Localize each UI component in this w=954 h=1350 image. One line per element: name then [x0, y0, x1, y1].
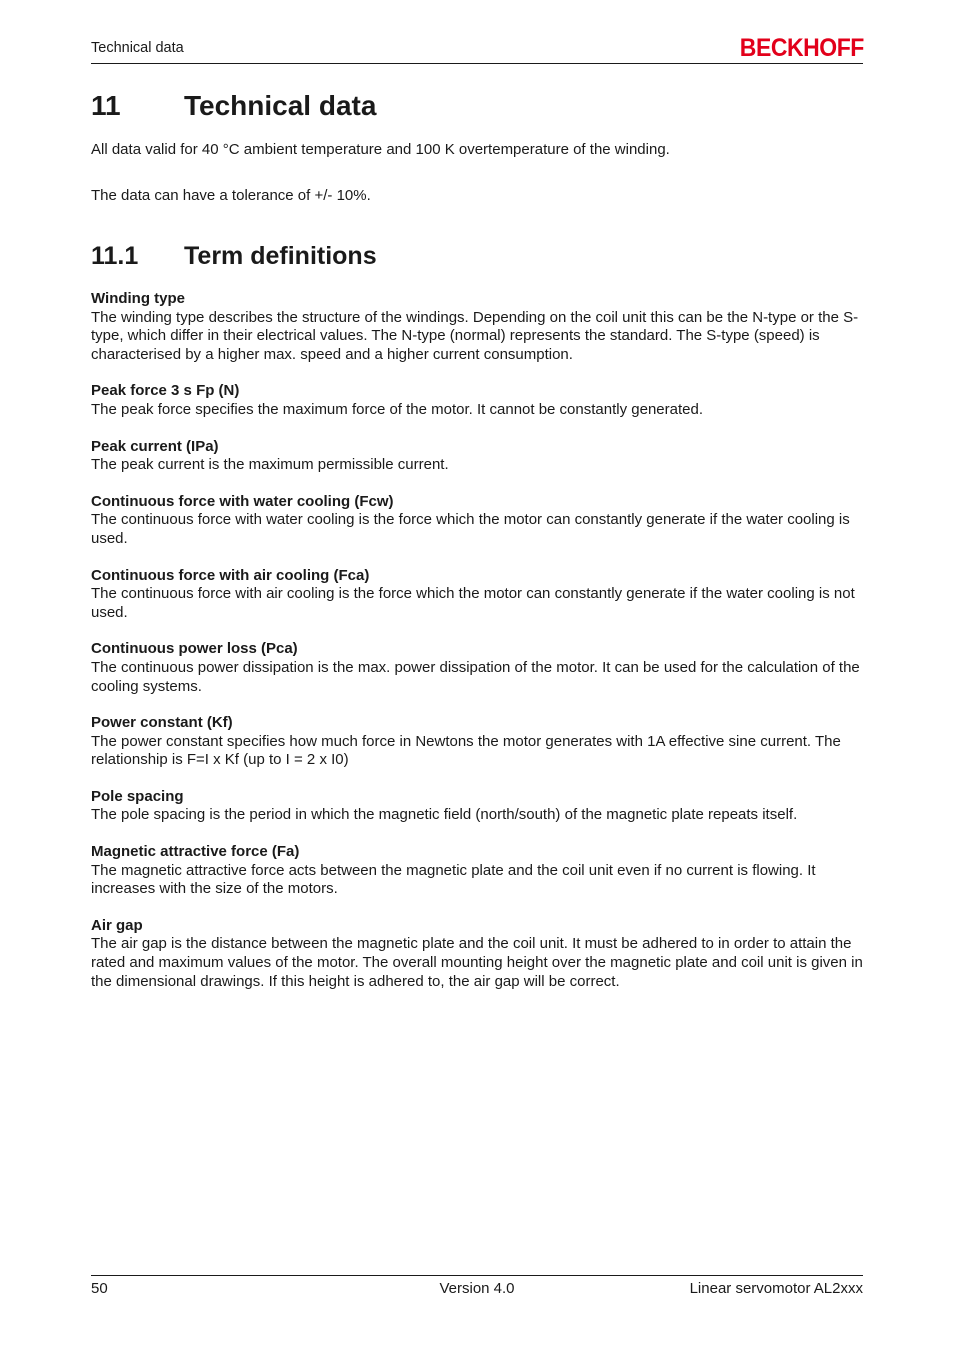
- section-number: 11.1: [91, 242, 139, 270]
- term-continuous-force-air: [91, 567, 866, 623]
- term-text: The air gap is the distance between the magnetic plate and the coil unit. It must be adhered to in order to attain the rated and maximum values of the motor. The overall mounting height over the magnetic plate and coil unit is given in the dimensional drawings. If this height is adhered to, the air gap will be correct.: [91, 935, 863, 990]
- term-peak-force: [91, 382, 866, 419]
- section-heading: [91, 242, 377, 271]
- term-title: Continuous power loss (Pca): [91, 640, 298, 658]
- term-text: The peak force specifies the maximum force of the motor. It cannot be constantly generated.: [91, 400, 703, 418]
- term-magnetic-attractive-force: [91, 843, 866, 899]
- document-version: Version 4.0: [439, 1280, 515, 1297]
- intro-paragraph-2: The data can have a tolerance of +/- 10%.: [91, 187, 371, 204]
- term-text: The peak current is the maximum permissible current.: [91, 456, 449, 474]
- page-number: 50: [91, 1280, 108, 1297]
- term-text: The power constant specifies how much force in Newtons the motor generates with 1A effective sine current. The relationship is F=I x Kf (up to I = 2 x I0): [91, 732, 841, 769]
- term-title: Air gap: [91, 916, 143, 934]
- term-title: Peak current (IPa): [91, 437, 219, 455]
- term-text: The pole spacing is the period in which the magnetic field (north/south) of the magnetic plate repeats itself.: [91, 806, 798, 824]
- term-text: The winding type describes the structure of the windings. Depending on the coil unit this can be the N-type or the S-type, which differ in their electrical values. The N-type (normal) represents the standard. The S-type (speed) is characterised by a higher max. speed and a higher current consumption.: [91, 308, 859, 363]
- term-title: Power constant (Kf): [91, 714, 233, 732]
- chapter-heading: [91, 90, 376, 122]
- term-text: The continuous force with air cooling is the force which the motor can constantly generate if the water cooling is not used.: [91, 585, 855, 621]
- chapter-number: 11: [91, 90, 121, 121]
- chapter-title: Technical data: [184, 90, 377, 121]
- term-title: Pole spacing: [91, 787, 184, 805]
- term-continuous-power-loss: [91, 640, 866, 696]
- section-title: Term definitions: [184, 242, 377, 270]
- term-text: The magnetic attractive force acts between the magnetic plate and the coil unit even if no current is flowing. It increases with the size of the motors.: [91, 861, 816, 898]
- term-title: Magnetic attractive force (Fa): [91, 843, 300, 861]
- product-name: Linear servomotor AL2xxx: [689, 1280, 863, 1297]
- beckhoff-logo: BECKHOFF: [739, 34, 864, 62]
- term-title: Continuous force with air cooling (Fca): [91, 566, 370, 584]
- header-rule: [91, 63, 863, 64]
- footer-rule: [91, 1275, 863, 1276]
- term-title: Winding type: [91, 290, 186, 307]
- term-definitions: [91, 290, 866, 1009]
- term-peak-current: [91, 438, 866, 475]
- term-winding-type: [91, 290, 866, 364]
- intro-paragraph-1: All data valid for 40 °C ambient temperature and 100 K overtemperature of the winding.: [91, 141, 670, 158]
- term-title: Continuous force with water cooling (Fcw): [91, 492, 394, 510]
- term-power-constant: [91, 714, 866, 770]
- term-text: The continuous power dissipation is the max. power dissipation of the motor. It can be used for the calculation of the cooling systems.: [91, 658, 860, 695]
- term-pole-spacing: [91, 788, 866, 825]
- term-title: Peak force 3 s Fp (N): [91, 382, 240, 400]
- term-air-gap: [91, 917, 866, 991]
- term-text: The continuous force with water cooling is the force which the motor can constantly generate if the water cooling is used.: [91, 511, 850, 547]
- term-continuous-force-water: [91, 493, 866, 549]
- running-header: Technical data: [91, 40, 184, 56]
